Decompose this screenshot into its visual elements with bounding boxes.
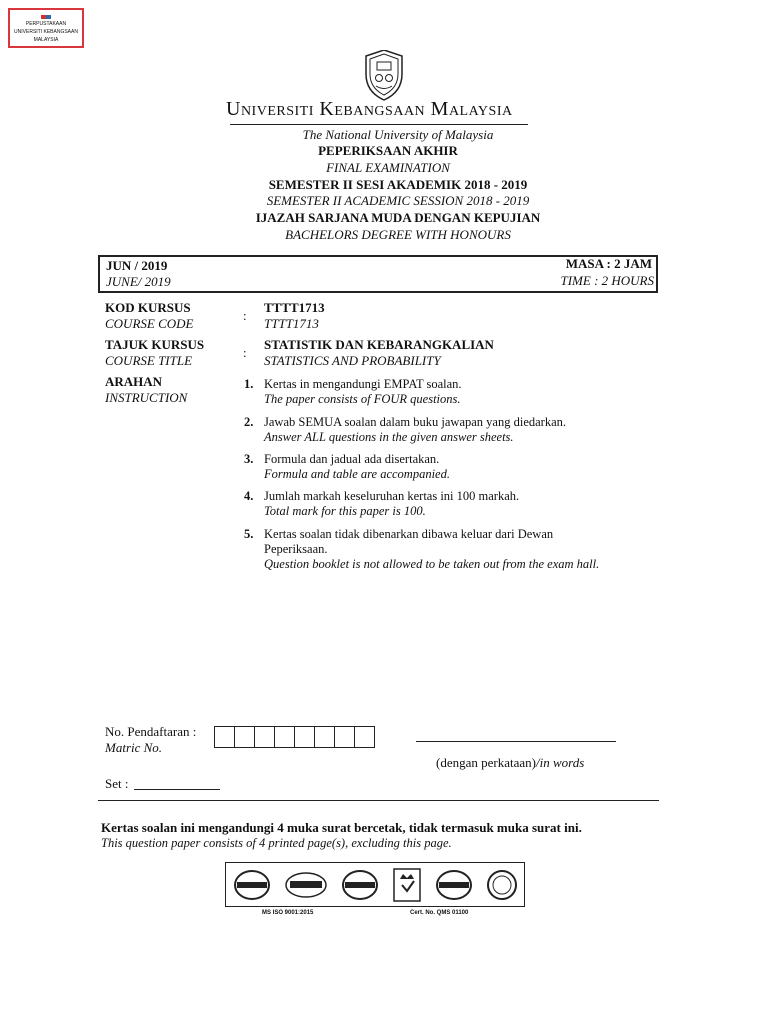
in-words-en: /in words xyxy=(535,755,585,770)
exam-month-en: JUNE/ 2019 xyxy=(106,274,171,289)
course-code-colon: : xyxy=(243,308,247,323)
instruction-label: ARAHAN xyxy=(105,374,163,389)
matric-number-boxes[interactable] xyxy=(214,726,375,748)
instruction-num: 5. xyxy=(244,527,254,541)
course-title-en: STATISTICS AND PROBABILITY xyxy=(264,353,441,368)
stamp-line2: UNIVERSITI KEBANGSAAN MALAYSIA xyxy=(14,29,78,43)
university-underline xyxy=(230,124,528,125)
instruction-num: 3. xyxy=(244,452,254,466)
instruction-ms: Jumlah markah keseluruhan kertas ini 100 markah. xyxy=(264,489,520,503)
in-words-ms: (dengan perkataan) xyxy=(436,755,536,770)
certification-logos xyxy=(225,862,525,907)
instruction-ms: Jawab SEMUA soalan dalam buku jawapan yang diedarkan. xyxy=(264,415,567,429)
matric-label: No. Pendaftaran : xyxy=(105,724,197,739)
instruction-num: 2. xyxy=(244,415,254,429)
university-name: Universiti Kebangsaan Malaysia xyxy=(226,98,513,120)
instruction-en: Answer ALL questions in the given answer sheets. xyxy=(264,430,514,444)
library-logo-icon xyxy=(41,15,51,19)
course-code: TTTT1713 xyxy=(264,300,325,315)
footer-divider xyxy=(98,800,659,801)
course-title: STATISTIK DAN KEBARANGKALIAN xyxy=(264,337,494,352)
instruction-ms: Formula dan jadual ada disertakan. xyxy=(264,452,440,466)
course-code-label-en: COURSE CODE xyxy=(105,316,194,331)
exam-duration: MASA : 2 JAM xyxy=(565,256,652,271)
ukas-crown-icon xyxy=(392,867,422,903)
instruction-label-en: INSTRUCTION xyxy=(105,390,188,405)
standards-icon xyxy=(284,870,328,900)
page-count: Kertas soalan ini mengandungi 4 muka surat bercetak, tidak termasuk muka surat ini. xyxy=(101,820,582,835)
set-label: Set : xyxy=(105,776,129,791)
stamp-line1: PERPUSTAKAAN xyxy=(25,21,67,27)
matric-label-en: Matric No. xyxy=(105,740,163,755)
course-code-label: KOD KURSUS xyxy=(105,300,191,315)
instruction-num: 1. xyxy=(244,377,254,391)
exam-month: JUN / 2019 xyxy=(106,258,168,273)
instruction-ms: Kertas soalan tidak dibenarkan dibawa keluar dari Dewan Peperiksaan. xyxy=(264,527,554,556)
in-words-line[interactable] xyxy=(416,741,616,742)
instruction-en: Question booklet is not allowed to be taken out from the exam hall. xyxy=(264,557,600,571)
exam-duration-en: TIME : 2 HOURS xyxy=(560,273,654,288)
degree: IJAZAH SARJANA MUDA DENGAN KEPUJIAN xyxy=(255,210,541,225)
course-code-en: TTTT1713 xyxy=(264,316,319,331)
instruction-en: Total mark for this paper is 100. xyxy=(264,504,426,518)
cert-number: Cert. No. QMS 01100 xyxy=(410,910,469,916)
course-title-label-en: COURSE TITLE xyxy=(105,353,193,368)
course-title-colon: : xyxy=(243,345,247,360)
instruction-ms: Kertas in mengandungi EMPAT soalan. xyxy=(264,377,462,391)
in-words-label xyxy=(436,755,584,771)
quality-system-icon xyxy=(232,868,272,902)
iso-standard: MS ISO 9001:2015 xyxy=(262,910,314,916)
instruction-en: Formula and table are accompanied. xyxy=(264,467,450,481)
semester: SEMESTER II SESI AKADEMIK 2018 - 2019 xyxy=(268,177,528,192)
instruction-en: The paper consists of FOUR questions. xyxy=(264,392,461,406)
page-count-en: This question paper consists of 4 printed page(s), excluding this page. xyxy=(101,836,452,850)
degree-en: BACHELORS DEGREE WITH HONOURS xyxy=(285,227,511,242)
set-line[interactable] xyxy=(134,789,220,790)
library-stamp xyxy=(8,8,84,48)
exam-title-en: FINAL EXAMINATION xyxy=(326,160,450,175)
university-crest-icon xyxy=(358,50,410,102)
instruction-num: 4. xyxy=(244,489,254,503)
iqnet-icon xyxy=(486,869,518,901)
quality-system-icon xyxy=(434,868,474,902)
university-name-en: The National University of Malaysia xyxy=(302,127,494,142)
quality-system-icon xyxy=(340,868,380,902)
exam-title: PEPERIKSAAN AKHIR xyxy=(318,143,458,158)
course-title-label: TAJUK KURSUS xyxy=(105,337,205,352)
semester-en: SEMESTER II ACADEMIC SESSION 2018 - 2019 xyxy=(266,193,530,208)
